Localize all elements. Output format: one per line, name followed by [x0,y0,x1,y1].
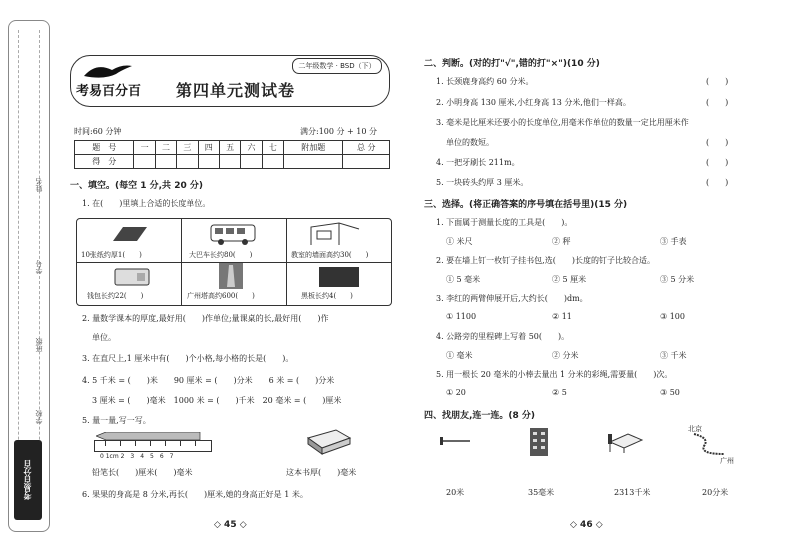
score-cell: 五 [219,141,240,155]
choice-option: ② 5 [552,388,567,397]
judge-answer-paren[interactable]: ( ) [706,178,729,187]
section1-q3: 3. 在直尺上,1 厘米中有( )个小格,每小格的长是( )。 [82,354,294,363]
strip-class-label: 班级 [35,338,43,352]
score-cell: 总 分 [343,141,390,155]
choice-question: 4. 公路旁的里程碑上写着 50( )。 [436,332,570,341]
page-number-right: ◇ 46 ◇ [570,520,603,530]
choice-option: ② 秤 [552,237,571,246]
grade-badge: 二年级数学 · BSD（下） [292,58,382,74]
judge-item: 5. 一块砖头约厚 3 厘米。 [436,178,529,187]
choice-question: 1. 下面属于测量长度的工具是( )。 [436,218,573,227]
match-label: 35毫米 [528,488,555,497]
section1-q1: 1. 在( )里填上合适的长度单位。 [82,199,211,208]
page-number-left: ◇ 45 ◇ [214,520,247,530]
score-table-header-row [75,141,390,155]
score-input-cell[interactable] [262,155,283,169]
wallet-icon [113,266,151,288]
unit-cell-label: 黑板长约4( ) [301,292,353,300]
score-cell: 二 [155,141,176,155]
score-cell: 七 [262,141,283,155]
pencil-length-question: 铅笔长( )厘米( )毫米 [92,468,193,477]
score-table [74,140,390,169]
blackboard-icon [317,265,361,289]
classroom-wall-icon [309,221,361,247]
book-thickness-question: 这本书厚( )毫米 [286,468,357,477]
choice-option: ① 米尺 [446,237,473,246]
map-label-beijing: 北京 [688,425,702,433]
paper-stack-icon [109,223,149,245]
ruler-tick [120,441,121,446]
judge-answer-paren[interactable]: ( ) [706,77,729,86]
ruler-tick [105,441,106,446]
unit-picture-grid [76,218,392,306]
match-label: 20分米 [702,488,729,497]
unit-cell-label: 大巴车长约80( ) [189,251,253,259]
choice-option: ① 1100 [446,312,477,321]
choice-option: ③ 千米 [660,351,687,360]
score-cell: 四 [198,141,219,155]
choice-option: ① 5 毫米 [446,275,481,284]
unit-cell-label: 教室的墙面高约30( ) [291,251,369,259]
judge-answer-paren[interactable]: ( ) [706,158,729,167]
score-cell: 附加题 [284,141,343,155]
score-input-cell[interactable] [343,155,390,169]
section1-q4b: 3 厘米 = ( )毫米 1000 米 = ( )千米 20 毫米 = ( )厘米 [92,396,342,405]
canton-tower-icon [219,263,243,289]
unit-cell-label: 钱包长约22( ) [87,292,144,300]
unit-cell-label: 广州塔高约600( ) [187,292,255,300]
building-icon [528,426,550,458]
pencil-icon [96,432,208,440]
ruler-tick [150,441,151,446]
score-input-cell[interactable] [219,155,240,169]
score-input-cell[interactable] [177,155,198,169]
score-input-cell[interactable] [155,155,176,169]
section1-q2b: 单位。 [92,333,116,342]
score-table-score-row [75,155,390,169]
choice-question: 2. 要在墙上钉一枚钉子挂书包,选( )长度的钉子比较合适。 [436,256,655,265]
choice-question: 3. 李红的两臂伸展开后,大约长( )dm。 [436,294,588,303]
strip-id-label: 学号 [35,260,43,274]
section4-heading: 四、找朋友,连一连。(8 分) [424,411,536,421]
choice-option: ③ 手表 [660,237,687,246]
map-label-guangzhou: 广州 [720,457,734,465]
ruler-scale-label: 0 1cm 2 3 4 5 6 7 [100,453,174,460]
match-label: 2313千米 [614,488,651,497]
score-cell: 一 [134,141,155,155]
choice-option: ③ 5 分米 [660,275,695,284]
score-info: 满分:100 分 + 10 分 [300,127,378,136]
judge-answer-paren[interactable]: ( ) [706,138,729,147]
score-input-cell[interactable] [241,155,262,169]
choice-option: ② 分米 [552,351,579,360]
book-icon [304,428,352,456]
score-cell: 三 [177,141,198,155]
score-cell: 题 号 [75,141,134,155]
strip-brand-logo: 考易百分百 [14,440,42,520]
choice-question: 5. 用一根长 20 毫米的小棒去量出 1 分米的彩绳,需要量( )次。 [436,370,673,379]
choice-option: ② 5 厘米 [552,275,587,284]
nail-icon [440,436,474,446]
section1-q5: 5. 量一量,写一写。 [82,416,151,425]
score-row-label: 得 分 [75,155,134,169]
judge-item: 2. 小明身高 130 厘米,小红身高 13 分米,他们一样高。 [436,98,631,107]
score-input-cell[interactable] [198,155,219,169]
judge-item-cont: 单位的数短。 [446,138,494,147]
choice-option: ③ 50 [660,388,680,397]
section1-q6: 6. 果果的身高是 8 分米,再长( )厘米,她的身高正好是 1 米。 [82,490,308,499]
ruler-tick [165,441,166,446]
match-label: 20米 [446,488,465,497]
bed-icon [606,428,644,454]
page-title: 第四单元测试卷 [176,81,296,100]
judge-item: 1. 长颈鹿身高约 60 分米。 [436,77,534,86]
section2-heading: 二、判断。(对的打"√",错的打"×")(10 分) [424,59,600,69]
section1-q4a: 4. 5 千米 = ( )米 90 厘米 = ( )分米 6 米 = ( )分米 [82,376,335,385]
rabbit-logo-icon [82,60,134,80]
score-cell: 六 [241,141,262,155]
choice-option: ① 20 [446,388,466,397]
choice-option: ③ 100 [660,312,685,321]
bus-icon [209,222,257,246]
choice-option: ② 11 [552,312,572,321]
judge-item: 3. 毫米是比厘米还要小的长度单位,用毫米作单位的数量一定比用厘米作 [436,118,689,127]
section3-heading: 三、选择。(将正确答案的序号填在括号里)(15 分) [424,200,628,210]
brand-logo-text: 考易百分百 [76,84,142,99]
section1-q2a: 2. 量数学课本的厚度,最好用( )作单位;量课桌的长,最好用( )作 [82,314,329,323]
time-info: 时间:60 分钟 [74,127,122,136]
score-input-cell[interactable] [134,155,155,169]
judge-item: 4. 一把牙刷长 211m。 [436,158,520,167]
unit-cell-label: 10张纸约厚1( ) [81,251,142,259]
railway-route-icon [690,432,730,458]
ruler-tick [135,441,136,446]
choice-option: ① 毫米 [446,351,473,360]
strip-school-label: 学校 [35,410,43,424]
ruler-tick [180,441,181,446]
score-input-cell[interactable] [284,155,343,169]
section1-heading: 一、填空。(每空 1 分,共 20 分) [70,181,203,191]
strip-name-label: 姓名 [35,178,43,192]
ruler-tick [195,441,196,446]
judge-answer-paren[interactable]: ( ) [706,98,729,107]
